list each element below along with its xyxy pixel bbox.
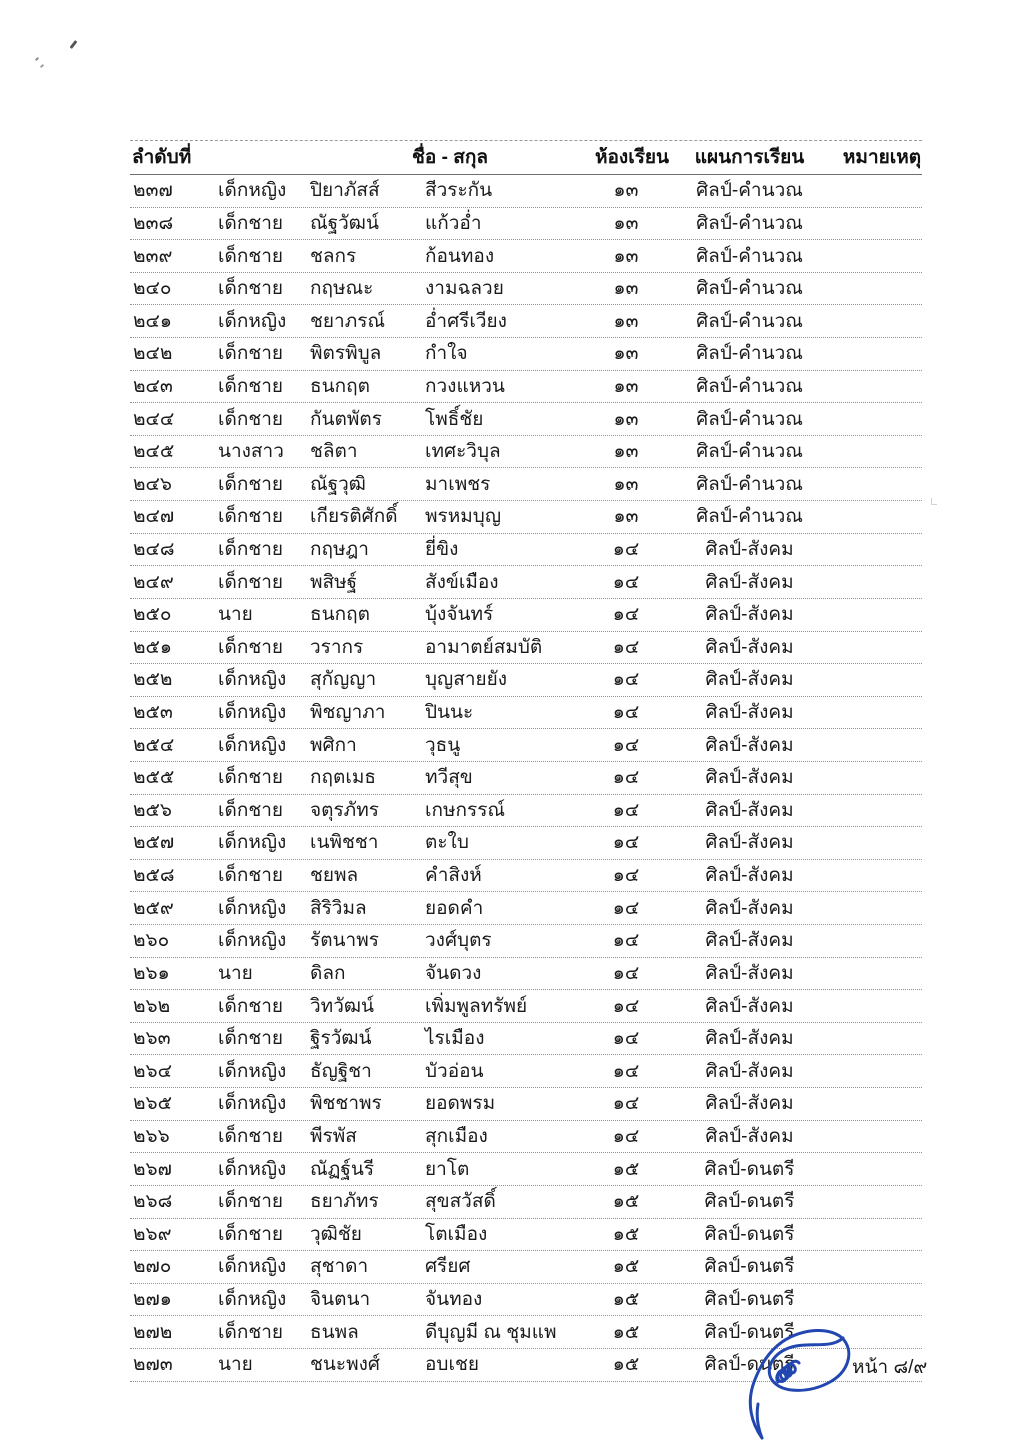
- table-row: [130, 208, 922, 241]
- row-first-name: จินตนา: [310, 1289, 371, 1311]
- row-last-name: ศรียศ: [425, 1256, 471, 1278]
- row-classroom: ๑๓: [613, 310, 639, 332]
- row-study-plan: ศิลป์-สังคม: [705, 702, 794, 724]
- row-last-name: บุ้งจันทร์: [425, 604, 494, 626]
- table-row: [130, 1186, 922, 1219]
- table-row: [130, 175, 922, 208]
- row-last-name: ดีบุญมี ณ ชุมแพ: [425, 1321, 557, 1343]
- table-row: [130, 697, 922, 730]
- row-first-name: พีรพัส: [310, 1125, 357, 1147]
- row-last-name: ยี่ขิง: [425, 539, 459, 560]
- row-title: นาย: [218, 1354, 253, 1376]
- table-row: [130, 371, 922, 404]
- row-classroom: ๑๓: [613, 245, 639, 267]
- row-order-number: ๒๔๔: [133, 408, 175, 430]
- row-first-name: ธยาภัทร: [310, 1191, 379, 1213]
- row-title: เด็กหญิง: [218, 930, 287, 952]
- row-first-name: ชลิตา: [310, 441, 358, 463]
- row-last-name: บุญสายยัง: [425, 669, 508, 691]
- table-row: [130, 729, 922, 762]
- row-title: เด็กชาย: [218, 1223, 284, 1245]
- row-title: เด็กชาย: [218, 212, 284, 234]
- table-row: [130, 501, 922, 534]
- row-order-number: ๒๗๐: [133, 1256, 172, 1278]
- row-study-plan: ศิลป์-คำนวณ: [696, 506, 803, 528]
- header-classroom: ห้องเรียน: [595, 147, 670, 168]
- row-study-plan: ศิลป์-สังคม: [705, 1028, 794, 1050]
- row-order-number: ๒๔๖: [133, 473, 172, 495]
- row-last-name: แก้วอ่ำ: [425, 212, 482, 234]
- table-row: [130, 1219, 922, 1252]
- row-order-number: ๒๖๙: [133, 1223, 172, 1245]
- row-study-plan: ศิลป์-สังคม: [705, 571, 794, 593]
- row-order-number: ๒๔๐: [133, 278, 172, 300]
- row-first-name: ธนพล: [310, 1321, 359, 1343]
- row-first-name: วรากร: [310, 636, 364, 658]
- row-first-name: เกียรติศักดิ์: [310, 506, 398, 528]
- row-first-name: กฤตเมธ: [310, 767, 376, 789]
- row-classroom: ๑๔: [612, 1093, 640, 1115]
- pencil-mark: [70, 40, 78, 49]
- row-classroom: ๑๓: [613, 180, 639, 202]
- row-title: เด็กชาย: [218, 1028, 284, 1050]
- table-body: [130, 175, 922, 1382]
- header-order-number: ลำดับที่: [132, 147, 192, 168]
- table-row: [130, 240, 922, 273]
- table-row: [130, 338, 922, 371]
- row-last-name: ยอดพรม: [425, 1093, 496, 1115]
- row-last-name: บัวอ่อน: [425, 1060, 484, 1082]
- row-classroom: ๑๔: [612, 571, 640, 593]
- table-row: [130, 534, 922, 567]
- row-last-name: สีวระกัน: [425, 180, 493, 202]
- row-classroom: ๑๓: [613, 473, 639, 495]
- row-title: เด็กชาย: [218, 278, 284, 300]
- row-classroom: ๑๔: [612, 799, 640, 821]
- table-row: [130, 795, 922, 828]
- row-first-name: ณัฐวัฒน์: [310, 212, 379, 234]
- row-order-number: ๒๕๓: [133, 702, 173, 724]
- row-first-name: จตุรภัทร: [310, 799, 379, 821]
- row-study-plan: ศิลป์-ดนตรี: [704, 1256, 795, 1278]
- row-order-number: ๒๔๘: [133, 539, 175, 560]
- row-classroom: ๑๔: [612, 767, 640, 789]
- row-first-name: กฤษฎา: [310, 539, 369, 560]
- row-first-name: วิทวัฒน์: [310, 995, 375, 1017]
- row-study-plan: ศิลป์-คำนวณ: [696, 180, 803, 202]
- row-study-plan: ศิลป์-สังคม: [705, 799, 794, 821]
- row-classroom: ๑๔: [612, 669, 640, 691]
- row-last-name: คำสิงห์: [425, 865, 482, 887]
- table-row: [130, 1121, 922, 1154]
- row-last-name: สุขสวัสดิ์: [425, 1191, 496, 1213]
- row-order-number: ๒๕๗: [133, 832, 175, 854]
- row-last-name: โตเมือง: [425, 1223, 488, 1245]
- row-study-plan: ศิลป์-คำนวณ: [696, 278, 803, 300]
- row-last-name: วงศ์บุตร: [425, 930, 492, 952]
- row-title: เด็กชาย: [218, 1191, 284, 1213]
- row-order-number: ๒๓๘: [133, 212, 174, 234]
- row-study-plan: ศิลป์-ดนตรี: [704, 1191, 795, 1213]
- row-order-number: ๒๓๗: [133, 180, 173, 202]
- row-last-name: เพิ่มพูลทรัพย์: [425, 995, 528, 1017]
- row-order-number: ๒๕๔: [133, 734, 175, 756]
- row-study-plan: ศิลป์-สังคม: [705, 930, 794, 952]
- row-title: เด็กหญิง: [218, 1093, 287, 1115]
- row-last-name: เกษกรรณ์: [425, 799, 506, 821]
- row-title: นาย: [218, 604, 253, 626]
- row-first-name: วุฒิชัย: [310, 1223, 362, 1245]
- row-classroom: ๑๕: [612, 1256, 640, 1278]
- row-title: เด็กชาย: [218, 343, 284, 365]
- pencil-mark: [35, 57, 39, 61]
- row-first-name: ฐิรวัฒน์: [310, 1028, 372, 1050]
- row-first-name: รัตนาพร: [310, 930, 379, 952]
- row-study-plan: ศิลป์-สังคม: [705, 636, 794, 658]
- row-study-plan: ศิลป์-สังคม: [705, 1125, 794, 1147]
- row-first-name: ชลกร: [310, 245, 357, 267]
- row-title: เด็กชาย: [218, 1321, 284, 1343]
- row-study-plan: ศิลป์-คำนวณ: [696, 212, 803, 234]
- row-last-name: ก้อนทอง: [425, 245, 495, 267]
- row-classroom: ๑๓: [613, 506, 639, 528]
- row-first-name: ดิลก: [310, 962, 346, 984]
- row-classroom: ๑๔: [612, 636, 640, 658]
- row-study-plan: ศิลป์-ดนตรี: [704, 1223, 795, 1245]
- row-first-name: ชยาภรณ์: [310, 310, 386, 332]
- signature-scribble: [744, 1320, 860, 1442]
- row-study-plan: ศิลป์-สังคม: [705, 539, 794, 560]
- row-first-name: สุชาดา: [310, 1256, 369, 1278]
- row-title: เด็กหญิง: [218, 897, 287, 919]
- row-classroom: ๑๕: [612, 1354, 640, 1376]
- row-study-plan: ศิลป์-คำนวณ: [696, 408, 803, 430]
- row-order-number: ๒๕๐: [133, 604, 172, 626]
- row-study-plan: ศิลป์-สังคม: [705, 865, 794, 887]
- row-order-number: ๒๖๗: [133, 1158, 172, 1180]
- row-study-plan: ศิลป์-สังคม: [705, 995, 794, 1017]
- row-classroom: ๑๔: [612, 1125, 640, 1147]
- table-row: [130, 599, 922, 632]
- row-first-name: พิตรพิบูล: [310, 343, 382, 365]
- row-order-number: ๒๖๑: [133, 962, 170, 984]
- table-row: [130, 1023, 922, 1056]
- table-row: [130, 1088, 922, 1121]
- row-first-name: กันตพัตร: [310, 408, 382, 430]
- stray-mark: [931, 498, 937, 505]
- row-order-number: ๒๗๓: [133, 1354, 173, 1376]
- row-last-name: ยอดคำ: [425, 897, 484, 919]
- row-study-plan: ศิลป์-ดนตรี: [704, 1321, 795, 1343]
- row-classroom: ๑๔: [612, 930, 640, 952]
- row-order-number: ๒๕๖: [133, 799, 172, 821]
- row-title: เด็กชาย: [218, 571, 284, 593]
- table-row: [130, 892, 922, 925]
- row-title: เด็กหญิง: [218, 1289, 287, 1311]
- row-order-number: ๒๕๑: [133, 636, 172, 658]
- row-order-number: ๒๔๑: [133, 310, 172, 332]
- row-first-name: พศิกา: [310, 734, 357, 756]
- row-title: เด็กหญิง: [218, 669, 287, 691]
- table-row: [130, 436, 922, 469]
- table-row: [130, 273, 922, 306]
- row-study-plan: ศิลป์-สังคม: [705, 1093, 794, 1115]
- row-classroom: ๑๕: [612, 1158, 640, 1180]
- row-first-name: พิชญาภา: [310, 702, 386, 724]
- row-classroom: ๑๓: [613, 441, 639, 463]
- table-row: [130, 1153, 922, 1186]
- row-first-name: ชยพล: [310, 865, 359, 887]
- row-order-number: ๒๖๘: [133, 1191, 173, 1213]
- row-classroom: ๑๓: [613, 278, 639, 300]
- row-last-name: ยาโต: [425, 1158, 470, 1180]
- row-order-number: ๒๓๙: [133, 245, 173, 267]
- row-last-name: เทศะวิบุล: [425, 441, 501, 463]
- row-title: นางสาว: [218, 441, 284, 463]
- row-order-number: ๒๔๙: [133, 571, 174, 593]
- row-first-name: ธัญฐิชา: [310, 1060, 372, 1082]
- row-order-number: ๒๗๑: [133, 1289, 172, 1311]
- row-first-name: พสิษฐ์: [310, 571, 358, 593]
- row-order-number: ๒๖๐: [133, 930, 170, 952]
- row-first-name: ชนะพงศ์: [310, 1354, 380, 1376]
- row-study-plan: ศิลป์-สังคม: [705, 962, 794, 984]
- row-classroom: ๑๓: [613, 375, 639, 397]
- table-row: [130, 925, 922, 958]
- row-last-name: กวงแหวน: [425, 375, 505, 397]
- table-row: [130, 990, 922, 1023]
- row-study-plan: ศิลป์-คำนวณ: [696, 473, 803, 495]
- row-order-number: ๒๔๒: [133, 343, 173, 365]
- row-study-plan: ศิลป์-คำนวณ: [696, 375, 803, 397]
- row-last-name: ทวีสุข: [425, 767, 473, 789]
- row-classroom: ๑๓: [613, 408, 639, 430]
- row-study-plan: ศิลป์-คำนวณ: [696, 343, 803, 365]
- row-title: เด็กหญิง: [218, 702, 287, 724]
- row-classroom: ๑๔: [612, 702, 640, 724]
- row-study-plan: ศิลป์-สังคม: [705, 1060, 794, 1082]
- row-order-number: ๒๔๕: [133, 441, 175, 463]
- row-last-name: สังข์เมือง: [425, 571, 499, 593]
- row-title: เด็กชาย: [218, 375, 284, 397]
- row-title: เด็กหญิง: [218, 734, 287, 756]
- table-row: [130, 1055, 922, 1088]
- row-title: เด็กชาย: [218, 865, 284, 887]
- row-study-plan: ศิลป์-สังคม: [705, 897, 794, 919]
- row-title: เด็กชาย: [218, 767, 284, 789]
- row-order-number: ๒๗๒: [133, 1321, 173, 1343]
- row-study-plan: ศิลป์-สังคม: [705, 734, 794, 756]
- row-title: เด็กชาย: [218, 1125, 284, 1147]
- row-classroom: ๑๔: [612, 995, 640, 1017]
- row-classroom: ๑๔: [612, 1060, 640, 1082]
- row-first-name: ณัฏฐ์นรี: [310, 1158, 375, 1180]
- row-first-name: ธนกฤต: [310, 375, 370, 397]
- row-first-name: ปิยาภัสส์: [310, 180, 380, 202]
- row-last-name: มาเพชร: [425, 473, 491, 495]
- row-title: เด็กหญิง: [218, 1256, 287, 1278]
- row-last-name: จันทอง: [425, 1289, 483, 1311]
- row-title: เด็กชาย: [218, 473, 284, 495]
- row-classroom: ๑๕: [612, 1223, 640, 1245]
- row-study-plan: ศิลป์-ดนตรี: [704, 1158, 795, 1180]
- table-row: [130, 958, 922, 991]
- row-last-name: วุธนู: [425, 734, 461, 756]
- table-row: [130, 566, 922, 599]
- row-classroom: ๑๔: [612, 832, 640, 854]
- row-order-number: ๒๖๒: [133, 995, 171, 1017]
- table-row: [130, 468, 922, 501]
- row-last-name: กำใจ: [425, 343, 468, 365]
- row-classroom: ๑๓: [613, 343, 639, 365]
- row-order-number: ๒๕๘: [133, 865, 175, 887]
- header-remarks: หมายเหตุ: [842, 147, 922, 168]
- row-study-plan: ศิลป์-คำนวณ: [696, 245, 803, 267]
- row-classroom: ๑๔: [612, 1028, 640, 1050]
- row-order-number: ๒๔๓: [133, 375, 173, 397]
- table-row: [130, 305, 922, 338]
- row-first-name: กฤษณะ: [310, 278, 374, 300]
- student-list-table: [130, 140, 922, 1382]
- row-first-name: พิชชาพร: [310, 1093, 382, 1115]
- row-title: เด็กชาย: [218, 506, 284, 528]
- page-number: หน้า ๘/๙: [852, 1357, 928, 1378]
- row-last-name: โพธิ์ชัย: [425, 408, 484, 430]
- row-title: เด็กหญิง: [218, 1060, 287, 1082]
- row-study-plan: ศิลป์-ดนตรี: [704, 1354, 795, 1376]
- row-first-name: เนพิชชา: [310, 832, 379, 854]
- row-title: เด็กชาย: [218, 245, 284, 267]
- row-first-name: ณัฐวุฒิ: [310, 473, 366, 495]
- row-first-name: สุกัญญา: [310, 669, 377, 691]
- row-last-name: ตะใบ: [425, 832, 469, 854]
- row-study-plan: ศิลป์-สังคม: [705, 832, 794, 854]
- row-title: เด็กหญิง: [218, 180, 287, 202]
- row-classroom: ๑๔: [612, 604, 640, 626]
- row-last-name: อามาตย์สมบัติ: [425, 636, 543, 658]
- row-title: เด็กชาย: [218, 995, 284, 1017]
- row-order-number: ๒๖๖: [133, 1125, 170, 1147]
- row-classroom: ๑๔: [612, 865, 640, 887]
- row-title: เด็กหญิง: [218, 1158, 287, 1180]
- table-row: [130, 762, 922, 795]
- row-classroom: ๑๓: [613, 212, 639, 234]
- row-title: เด็กชาย: [218, 408, 284, 430]
- row-last-name: สุกเมือง: [425, 1125, 488, 1147]
- row-first-name: สิริวิมล: [310, 897, 367, 919]
- table-row: [130, 1251, 922, 1284]
- row-title: เด็กหญิง: [218, 832, 287, 854]
- table-row: [130, 664, 922, 697]
- row-last-name: จันดวง: [425, 962, 482, 984]
- row-study-plan: ศิลป์-ดนตรี: [704, 1289, 795, 1311]
- table-row: [130, 1284, 922, 1317]
- row-classroom: ๑๔: [612, 539, 640, 560]
- table-row: [130, 860, 922, 893]
- row-order-number: ๒๕๙: [133, 897, 174, 919]
- row-order-number: ๒๖๕: [133, 1093, 172, 1115]
- row-order-number: ๒๔๗: [133, 506, 175, 528]
- row-title: นาย: [218, 962, 253, 984]
- row-study-plan: ศิลป์-คำนวณ: [696, 310, 803, 332]
- pencil-mark: [40, 64, 44, 68]
- table-row: [130, 827, 922, 860]
- row-title: เด็กหญิง: [218, 310, 287, 332]
- row-first-name: ธนกฤต: [310, 604, 370, 626]
- row-classroom: ๑๕: [612, 1191, 640, 1213]
- table-header-row: [130, 140, 922, 175]
- row-last-name: ไรเมือง: [425, 1028, 485, 1050]
- row-last-name: ปินนะ: [425, 702, 474, 724]
- row-classroom: ๑๕: [612, 1289, 640, 1311]
- table-row: [130, 403, 922, 436]
- row-last-name: อ่ำศรีเวียง: [425, 310, 507, 332]
- row-order-number: ๒๖๓: [133, 1028, 171, 1050]
- row-classroom: ๑๔: [612, 962, 640, 984]
- row-classroom: ๑๔: [612, 734, 640, 756]
- header-study-plan: แผนการเรียน: [694, 147, 805, 168]
- row-study-plan: ศิลป์-คำนวณ: [696, 441, 803, 463]
- header-name-surname: ชื่อ - สกุล: [412, 147, 488, 168]
- row-classroom: ๑๔: [612, 897, 640, 919]
- row-last-name: พรหมบุญ: [425, 506, 502, 528]
- row-last-name: งามฉลวย: [425, 278, 504, 300]
- row-order-number: ๒๖๔: [133, 1060, 172, 1082]
- row-title: เด็กชาย: [218, 636, 284, 658]
- row-order-number: ๒๕๕: [133, 767, 175, 789]
- row-study-plan: ศิลป์-สังคม: [705, 767, 794, 789]
- row-title: เด็กชาย: [218, 799, 284, 821]
- row-study-plan: ศิลป์-สังคม: [705, 604, 794, 626]
- row-title: เด็กชาย: [218, 539, 284, 560]
- row-classroom: ๑๕: [612, 1321, 640, 1343]
- row-order-number: ๒๕๒: [133, 669, 173, 691]
- row-study-plan: ศิลป์-สังคม: [705, 669, 794, 691]
- table-row: [130, 632, 922, 665]
- row-last-name: อบเชย: [425, 1354, 479, 1376]
